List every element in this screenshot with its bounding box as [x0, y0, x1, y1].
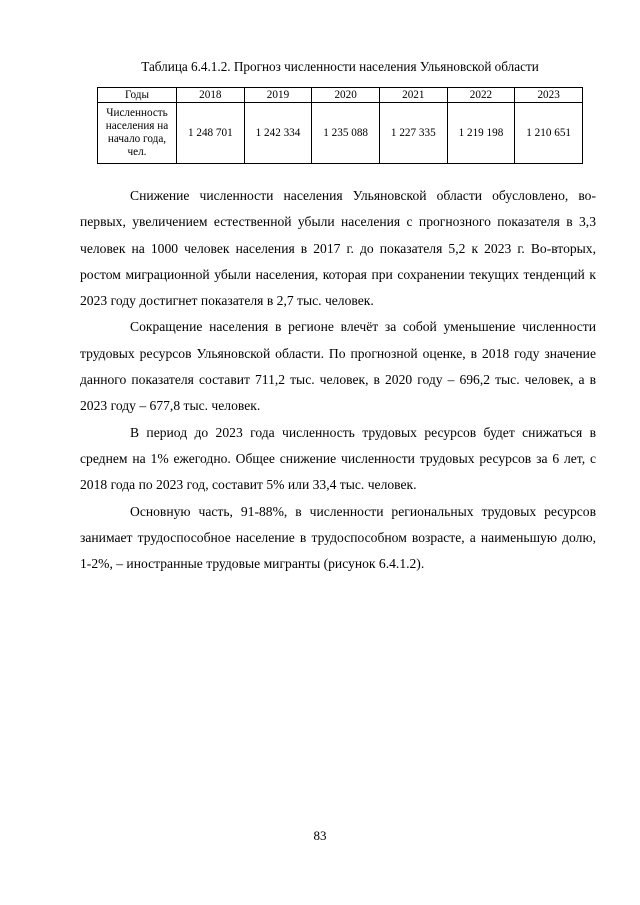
- row-label-cell: [98, 103, 177, 164]
- header-cell-2020: 2020: [312, 88, 380, 103]
- paragraph-3: В период до 2023 года численность трудовых ресурсов будет снижаться в среднем на 1% ежегодно. Общее снижение численности трудовых ресурсов за 6 лет, с 2018 года по 2023 год, составит 5% или 33,4 тыс. человек.: [80, 424, 596, 493]
- paragraph-2: Сокращение населения в регионе влечёт за собой уменьшение численности трудовых ресурсов Ульяновской области. По прогнозной оценке, в 2018 году значение данного показателя составит 711,2 тыс. человек, в 2020 году – 696,2 тыс. человек, а в 2023 году – 677,8 тыс. человек.: [80, 319, 596, 414]
- value-cell-2023: 1 210 651: [515, 103, 583, 164]
- header-cell-2021: 2021: [379, 88, 447, 103]
- value-cell-2019: 1 242 334: [244, 103, 312, 164]
- header-cell-years: Годы: [98, 88, 177, 103]
- header-cell-2022: 2022: [447, 88, 515, 103]
- paragraph-4: Основную часть, 91-88%, в численности региональных трудовых ресурсов занимает трудоспособное население в трудоспособном возрасте, а наименьшую долю, 1-2%, – иностранные трудовые мигранты (рисунок 6.4.1.2).: [80, 503, 596, 572]
- value-cell-2018: 1 248 701: [177, 103, 245, 164]
- page-number: 83: [313, 828, 327, 843]
- value-cell-2021: 1 227 335: [379, 103, 447, 164]
- table-row: [98, 103, 583, 164]
- body-text: [80, 183, 596, 577]
- table-caption: Таблица 6.4.1.2. Прогноз численности населения Ульяновской области: [141, 59, 539, 74]
- header-cell-2019: 2019: [244, 88, 312, 103]
- value-cell-2022: 1 219 198: [447, 103, 515, 164]
- value-cell-2020: 1 235 088: [312, 103, 380, 164]
- row-label: Численность населения на начало года, чел.: [105, 107, 169, 158]
- table-header-row: [98, 88, 583, 103]
- paragraph-1: Снижение численности населения Ульяновской области обусловлено, во-первых, увеличением естественной убыли населения с прогнозного показателя в 3,3 человек на 1000 человек населения в 2017 г. до показателя 5,2 к 2023 г. Во-вторых, ростом миграционной убыли населения, которая при сохранении текущих тенденций к 2023 году достигнет показателя в 2,7 тыс. человек.: [80, 188, 596, 309]
- population-forecast-table: [97, 87, 583, 164]
- header-cell-2023: 2023: [515, 88, 583, 103]
- header-cell-2018: 2018: [177, 88, 245, 103]
